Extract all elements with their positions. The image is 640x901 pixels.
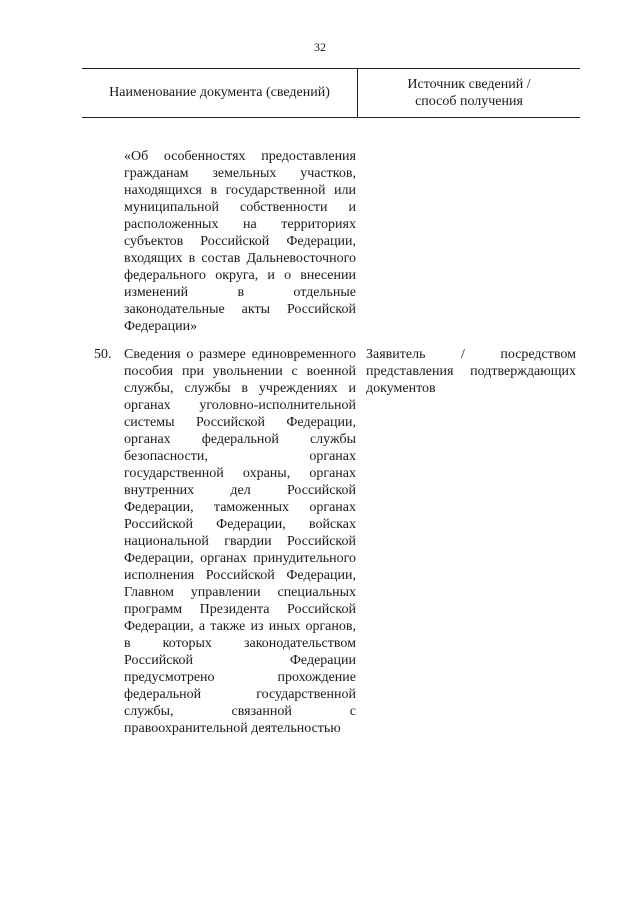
continuation-document-text: «Об особенностях предоставления гражданам земельных участков, находящихся в государственной или муниципальной собственности и расположенных на территориях субъектов Российской Федерации, входящих в состав Дальневосточного федерального округа, и о внесении изменений в отдельные законодательные акты Российской Федерации» (124, 149, 356, 334)
table-header (82, 68, 580, 118)
page-number: 32 (314, 40, 326, 54)
row-number: 50. (94, 347, 112, 362)
column-header-source-line2: способ получения (415, 94, 523, 109)
row-source-text: Заявитель / посредством представления подтверждающих документов (366, 347, 576, 396)
column-header-source (358, 69, 580, 117)
row-document-text: Сведения о размере единовременного пособия при увольнении с военной службы, службы в учреждениях и органах уголовно-исполнительной системы Российской Федерации, органах федеральной службы безопасности, органах государственной охраны, органах внутренних дел Российской Федерации, таможенных органах Российской Федерации, войсках национальной гвардии Российской Федерации, органах принудительного исполнения Российской Федерации, Главном управлении специальных программ Президента Российской Федерации, а также из иных органов, в которых законодательством Российской Федерации предусмотрено прохождение федеральной государственной службы, связанной с правоохранительной деятельностью (124, 347, 356, 736)
column-header-source-line1: Источник сведений / (407, 77, 531, 92)
column-header-document: Наименование документа (сведений) (109, 85, 330, 100)
